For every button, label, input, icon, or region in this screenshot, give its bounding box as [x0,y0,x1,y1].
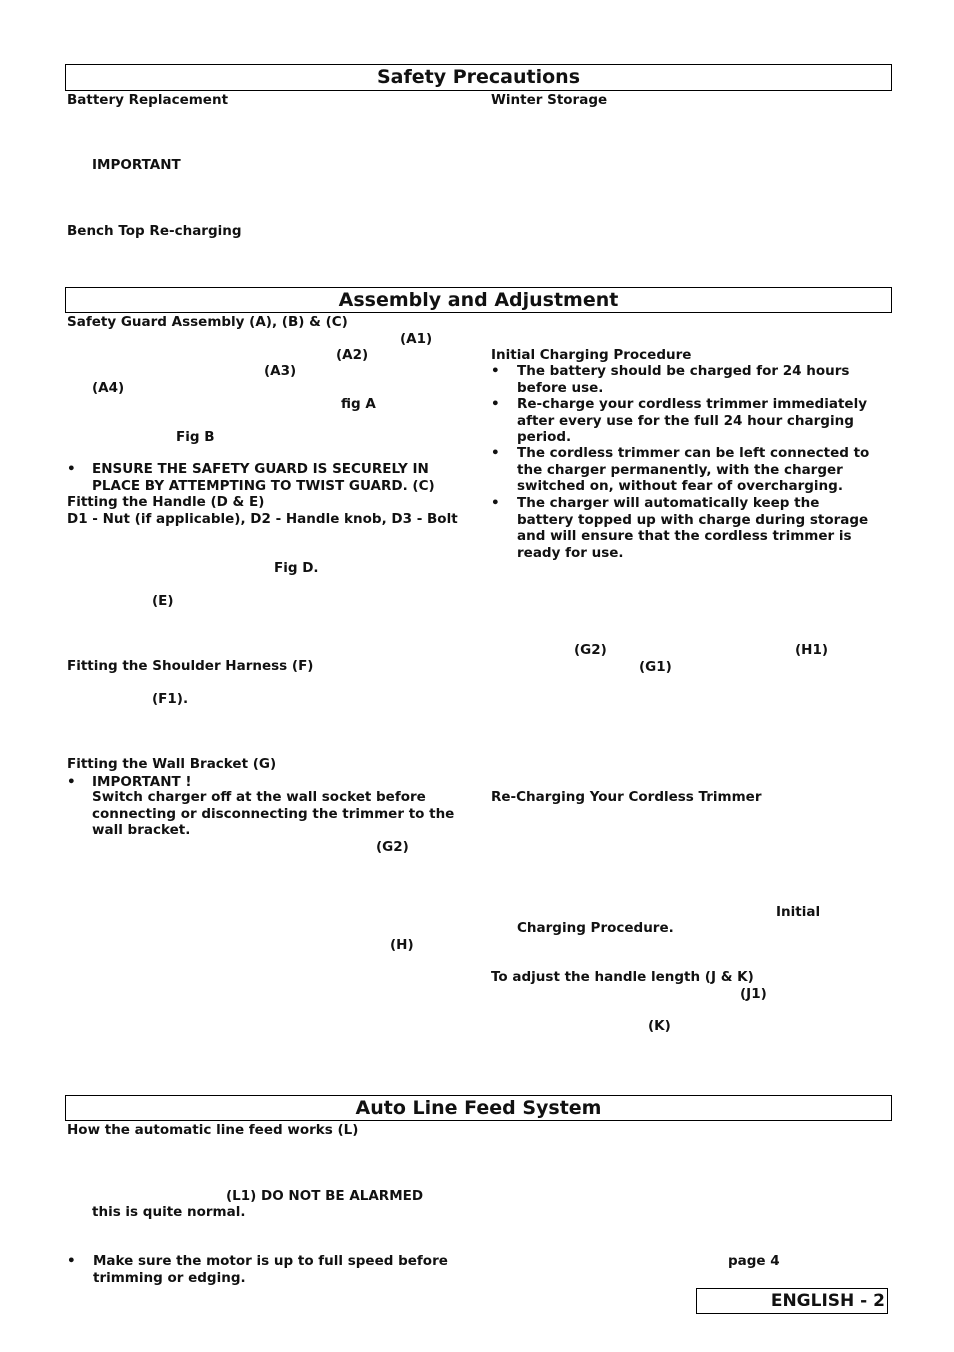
wall-important-label: IMPORTANT ! [92,774,192,790]
bullet-dot: • [67,461,76,477]
shoulder-harness-heading: Fitting the Shoulder Harness (F) [67,658,314,674]
ref-f1: (F1). [152,691,189,707]
page-reference: page 4 [728,1253,780,1269]
initial-bullet-2: • Re-charge your cordless trimmer immediately after every use for the full 24 hour charging period. [491,396,867,445]
ref-initial: Initial [776,904,821,920]
bullet-dot: • [67,774,76,790]
bench-top-heading: Bench Top Re-charging [67,223,242,239]
ensure-guard-line2: PLACE BY ATTEMPTING TO TWIST GUARD. (C) [92,478,435,494]
footer-text: ENGLISH - 2 [770,1291,885,1311]
safety-guard-heading: Safety Guard Assembly (A), (B) & (C) [67,314,348,330]
ref-e: (E) [152,593,174,609]
initial-bullet-3: • The cordless trimmer can be left connected to the charger permanently, with the charger switched on, without fear of overcharging. [491,445,870,494]
ref-fig-d: Fig D. [274,560,319,576]
recharging-heading: Re-Charging Your Cordless Trimmer [491,789,762,805]
ref-h1: (H1) [795,642,829,658]
ref-a2: (A2) [336,347,369,363]
ref-fig-a: fig A [341,396,376,412]
section-header-assembly-adjustment: Assembly and Adjustment [65,287,892,313]
wall-switch-warning: Switch charger off at the wall socket before connecting or disconnecting the trimmer to the wall bracket. [92,789,455,838]
l1-do-not-be-alarmed: (L1) DO NOT BE ALARMED [226,1188,424,1204]
ref-g2-left: (G2) [376,839,409,855]
initial-bullet-1: • The battery should be charged for 24 hours before use. [491,363,850,396]
section-header-auto-line-feed: Auto Line Feed System [65,1095,892,1121]
winter-storage-heading: Winter Storage [491,92,608,108]
initial-bullet-4: • The charger will automatically keep the battery topped up with charge during storage and will ensure that the cordless trimmer is ready for use. [491,495,869,561]
battery-replacement-heading: Battery Replacement [67,92,229,108]
handle-parts-list: D1 - Nut (if applicable), D2 - Handle knob, D3 - Bolt [67,511,458,527]
initial-charging-heading: Initial Charging Procedure [491,347,692,363]
ref-a4: (A4) [92,380,125,396]
page-footer-label [696,1288,888,1314]
ref-g2-right: (G2) [574,642,607,658]
line-feed-heading: How the automatic line feed works (L) [67,1122,359,1138]
ref-a3: (A3) [264,363,297,379]
ref-charging-procedure: Charging Procedure. [517,920,674,936]
fitting-handle-heading: Fitting the Handle (D & E) [67,494,265,510]
ensure-guard-line1: ENSURE THE SAFETY GUARD IS SECURELY IN [92,461,429,477]
ref-j1: (J1) [740,986,767,1002]
quite-normal-text: this is quite normal. [92,1204,246,1220]
important-label: IMPORTANT [92,157,181,173]
ref-fig-b: Fig B [176,429,215,445]
motor-speed-bullet: • Make sure the motor is up to full speed before trimming or edging. [67,1253,448,1286]
ref-a1: (A1) [400,331,433,347]
ref-h: (H) [390,937,414,953]
adjust-handle-heading: To adjust the handle length (J & K) [491,969,754,985]
ref-k: (K) [648,1018,671,1034]
section-header-safety-precautions: Safety Precautions [65,64,892,91]
wall-bracket-heading: Fitting the Wall Bracket (G) [67,756,277,772]
ref-g1: (G1) [639,659,672,675]
